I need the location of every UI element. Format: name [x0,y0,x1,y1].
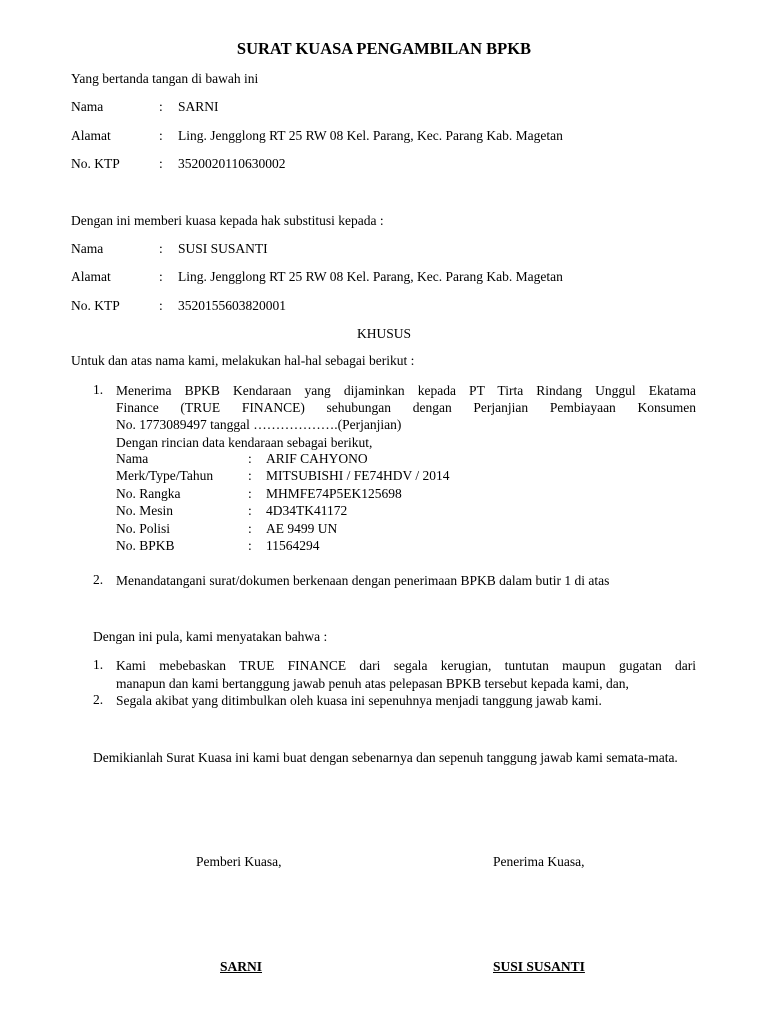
closing-paragraph: Demikianlah Surat Kuasa ini kami buat dengan sebenarnya dan sepenuh tanggung jawab kami semata-mata. [93,750,678,765]
giver-name-value: SARNI [178,99,219,114]
receiver-name-value: SUSI SUSANTI [178,241,268,256]
vehicle-chassis-label: No. Rangka [116,486,181,501]
vehicle-bpkb-value: 11564294 [266,538,320,553]
task-2-text: Menandatangani surat/dokumen berkenaan dengan penerimaan BPKB dalam butir 1 di atas [116,573,610,588]
giver-signature-name: SARNI [220,959,263,974]
receiver-ktp-value: 3520155603820001 [178,298,286,313]
colon: : [159,241,163,256]
intro-text: Yang bertanda tangan di bawah ini [71,71,259,86]
colon: : [248,451,252,466]
colon: : [248,538,252,553]
giver-address-value: Ling. Jengglong RT 25 RW 08 Kel. Parang, Kec. Parang Kab. Magetan [178,128,563,143]
receiver-signature-label: Penerima Kuasa, [493,854,585,869]
vehicle-engine-label: No. Mesin [116,503,173,518]
untuk-text: Untuk dan atas nama kami, melakukan hal-hal sebagai berikut : [71,353,415,368]
receiver-address-value: Ling. Jengglong RT 25 RW 08 Kel. Parang, Kec. Parang Kab. Magetan [178,269,563,284]
task-2-number: 2. [93,572,104,587]
colon: : [159,156,163,171]
statement-1-number: 1. [93,657,104,672]
statement-2-number: 2. [93,692,104,707]
giver-name-label: Nama [71,99,104,114]
statement-1-line-1: Kami mebebaskan TRUE FINANCE dari segala kerugian, tuntutan maupun gugatan dari [116,658,696,673]
vehicle-chassis-value: MHMFE74P5EK125698 [266,486,402,501]
vehicle-type-value: MITSUBISHI / FE74HDV / 2014 [266,468,450,483]
vehicle-engine-value: 4D34TK41172 [266,503,348,518]
colon: : [159,298,163,313]
receiver-signature-name: SUSI SUSANTI [493,959,585,974]
receiver-ktp-label: No. KTP [71,298,120,313]
task-1-line-2: Finance (TRUE FINANCE) sehubungan dengan Perjanjian Pembiayaan Konsumen [116,400,696,415]
colon: : [248,468,252,483]
colon: : [159,269,163,284]
vehicle-plate-label: No. Polisi [116,521,171,536]
vehicle-type-label: Merk/Type/Tahun [116,468,214,483]
khusus-heading: KHUSUS [356,326,411,341]
giver-ktp-label: No. KTP [71,156,120,171]
statement-1-line-2: manapun dan kami bertanggung jawab penuh atas pelepasan BPKB tersebut kepada kami, dan, [116,676,629,691]
colon: : [248,503,252,518]
receiver-address-label: Alamat [71,269,111,284]
colon: : [248,486,252,501]
statement-intro: Dengan ini pula, kami menyatakan bahwa : [93,629,328,644]
giver-signature-label: Pemberi Kuasa, [196,854,282,869]
task-1-line-4: Dengan rincian data kendaraan sebagai berikut, [116,435,373,450]
colon: : [248,521,252,536]
vehicle-plate-value: AE 9499 UN [266,521,338,536]
vehicle-owner-value: ARIF CAHYONO [266,451,368,466]
giver-address-label: Alamat [71,128,111,143]
task-1-line-1: Menerima BPKB Kendaraan yang dijaminkan kepada PT Tirta Rindang Unggul Ekatama [116,383,696,398]
task-1-number: 1. [93,382,104,397]
task-1-line-3: No. 1773089497 tanggal ……………….(Perjanjian) [116,417,402,432]
document-title: SURAT KUASA PENGAMBILAN BPKB [236,39,532,58]
colon: : [159,128,163,143]
vehicle-bpkb-label: No. BPKB [116,538,175,553]
receiver-name-label: Nama [71,241,104,256]
kuasa-intro-text: Dengan ini memberi kuasa kepada hak substitusi kepada : [71,213,384,228]
statement-2-text: Segala akibat yang ditimbulkan oleh kuasa ini sepenuhnya menjadi tanggung jawab kami. [116,693,602,708]
giver-ktp-value: 3520020110630002 [178,156,286,171]
colon: : [159,99,163,114]
vehicle-owner-label: Nama [116,451,149,466]
